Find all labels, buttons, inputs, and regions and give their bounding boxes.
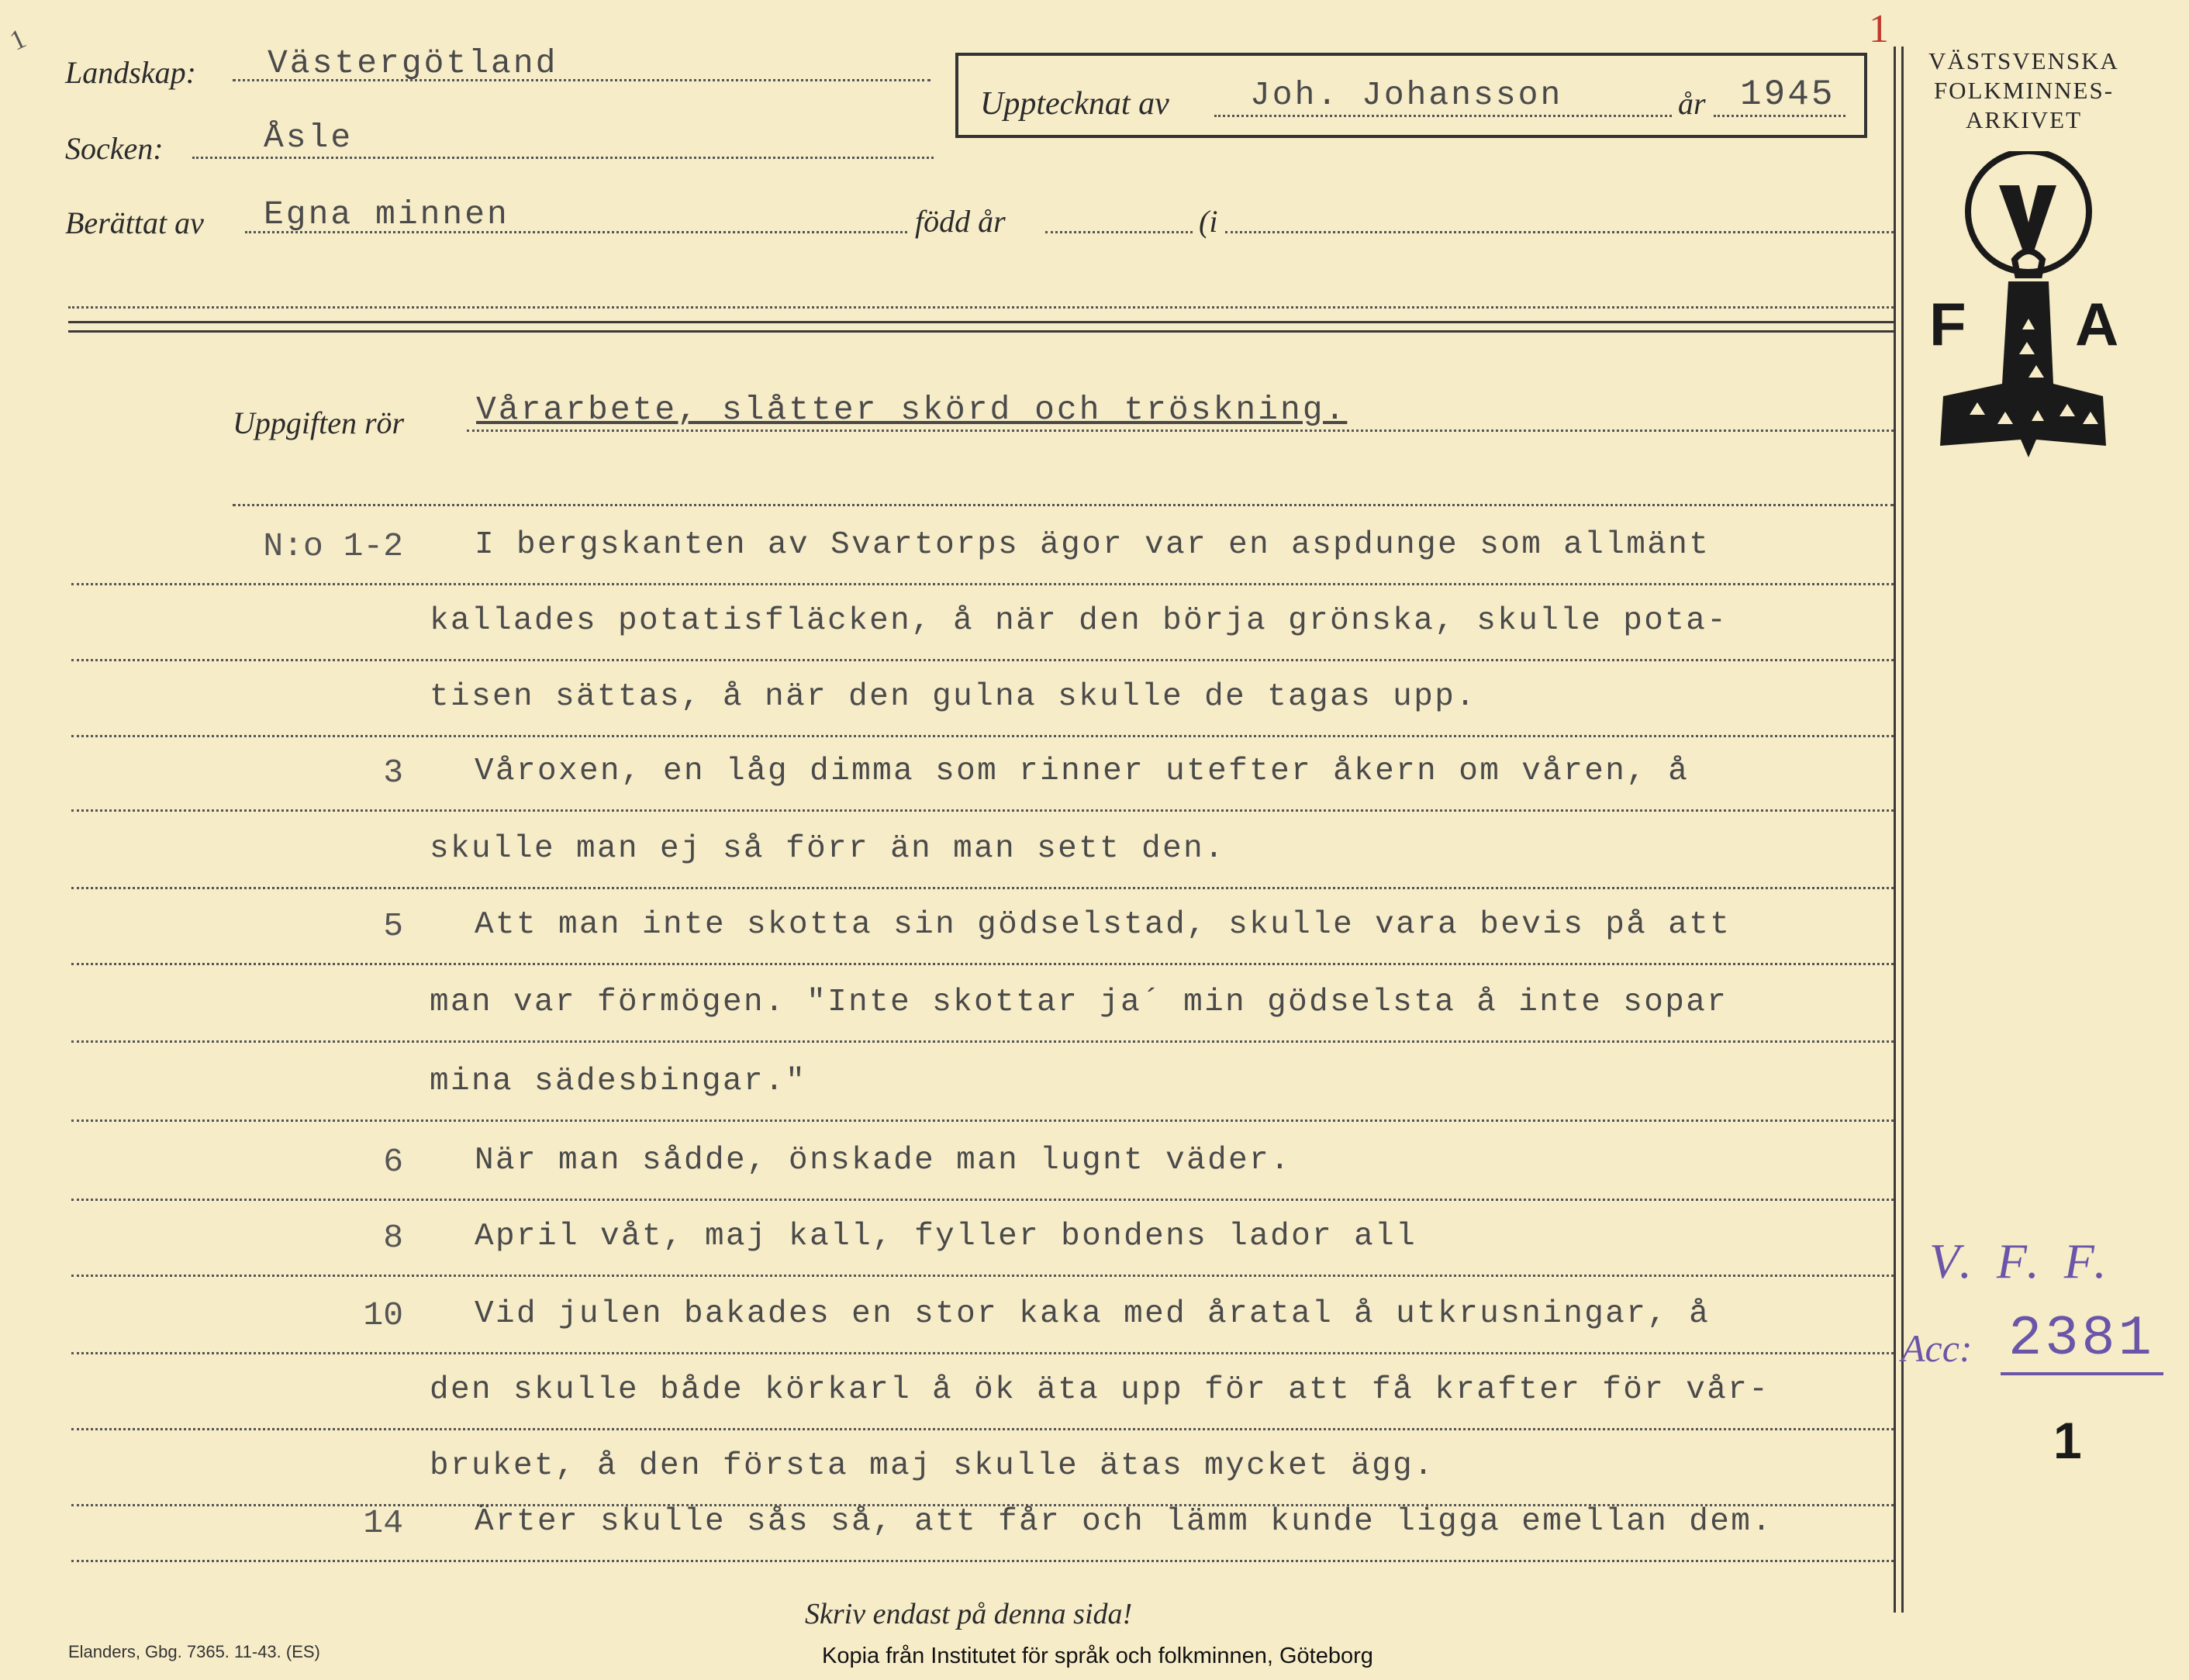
paren-line xyxy=(1225,231,1894,233)
ruled-line xyxy=(71,1040,1894,1043)
topic-line xyxy=(467,429,1894,432)
item-number: 3 xyxy=(383,754,403,792)
page-number: 1 xyxy=(2053,1412,2082,1469)
header-rule-bottom xyxy=(68,330,1894,333)
topic-value: Vårarbete, slåtter skörd och tröskning. xyxy=(476,391,1348,429)
fodd-line xyxy=(1045,231,1193,233)
item-number: 8 xyxy=(383,1219,403,1257)
ruled-line xyxy=(71,963,1894,965)
body-line: man var förmögen. "Inte skottar ja´ min gödselsta å inte sopar xyxy=(430,985,1728,1020)
archive-line-3: ARKIVET xyxy=(1965,106,2083,133)
printer-note: Elanders, Gbg. 7365. 11-43. (ES) xyxy=(68,1642,320,1661)
uppteck-label: Upptecknat av xyxy=(980,86,1169,122)
archive-name xyxy=(1915,47,2132,135)
acc-number: 2381 xyxy=(2008,1307,2155,1371)
fodd-label: född år xyxy=(915,204,1006,239)
acc-label: Acc: xyxy=(1901,1326,1973,1370)
copy-note: Kopia från Institutet för språk och folkminnen, Göteborg xyxy=(822,1644,1373,1668)
archive-logo xyxy=(1923,151,2125,457)
logo-v-shape xyxy=(1999,185,2056,254)
body-line: mina sädesbingar." xyxy=(430,1064,807,1099)
item-number: 5 xyxy=(383,907,403,945)
red-mark: 1 xyxy=(1869,7,1889,51)
body-line: Ärter skulle sås så, att får och lämm kunde ligga emellan dem. xyxy=(475,1504,1773,1540)
body-line: Vid julen bakades en stor kaka med åratal å utkrusningar, å xyxy=(475,1296,1711,1332)
ar-label: år xyxy=(1678,86,1706,121)
topic-line-2 xyxy=(233,504,1894,506)
vff-stamp: V. F. F. xyxy=(1929,1233,2113,1288)
body-line: tisen sättas, å när den gulna skulle de tagas upp. xyxy=(430,679,1477,715)
ruled-line xyxy=(71,887,1894,889)
body-line: bruket, å den första maj skulle ätas mycket ägg. xyxy=(430,1448,1435,1484)
landskap-value: Västergötland xyxy=(268,44,558,82)
ruled-line xyxy=(71,1560,1894,1562)
socken-line xyxy=(192,157,934,159)
blank-line xyxy=(68,306,1894,309)
landskap-label: Landskap: xyxy=(65,55,196,90)
item-number: 10 xyxy=(363,1296,403,1334)
socken-value: Åsle xyxy=(264,119,354,157)
logo-a: A xyxy=(2075,290,2119,358)
ruled-line xyxy=(71,1275,1894,1277)
ruled-line xyxy=(71,1119,1894,1122)
ruled-line xyxy=(71,735,1894,737)
corner-mark: 1 xyxy=(5,22,31,57)
ar-value: 1945 xyxy=(1740,74,1835,115)
topic-label: Uppgiften rör xyxy=(233,405,405,440)
archive-line-2: FOLKMINNES- xyxy=(1933,77,2115,104)
body-line: kallades potatisfläcken, å när den börja grönska, skulle pota- xyxy=(430,603,1728,639)
item-number: 14 xyxy=(363,1504,403,1542)
paren-label: (i xyxy=(1199,204,1218,239)
ruled-line xyxy=(71,1428,1894,1430)
item-number: 6 xyxy=(383,1143,403,1181)
vertical-divider-1 xyxy=(1894,47,1896,1613)
body-line: Våroxen, en låg dimma som rinner utefter åkern om våren, å xyxy=(475,754,1690,789)
socken-label: Socken: xyxy=(65,131,164,166)
ruled-line xyxy=(71,1352,1894,1354)
body-line: den skulle både körkarl å ök äta upp för att få krafter för vår- xyxy=(430,1372,1770,1408)
ruled-line xyxy=(71,583,1894,585)
berattat-value: Egna minnen xyxy=(264,195,509,233)
archive-line-1: VÄSTSVENSKA xyxy=(1928,47,2119,74)
body-line: I bergskanten av Svartorps ägor var en aspdunge som allmänt xyxy=(475,527,1711,563)
uppteck-value: Joh. Johansson xyxy=(1250,76,1563,114)
body-line: När man sådde, önskade man lugnt väder. xyxy=(475,1143,1292,1178)
body-line: Att man inte skotta sin gödselstad, skulle vara bevis på att xyxy=(475,907,1732,943)
body-line: April våt, maj kall, fyller bondens lador all xyxy=(475,1219,1417,1254)
ruled-line xyxy=(71,659,1894,661)
uppteck-line xyxy=(1214,115,1672,117)
ruled-line xyxy=(71,1199,1894,1201)
item-number: N:o 1-2 xyxy=(263,527,403,565)
footer-instruction: Skriv endast på denna sida! xyxy=(805,1598,1133,1630)
vertical-divider-2 xyxy=(1901,47,1904,1613)
body-line: skulle man ej så förr än man sett den. xyxy=(430,831,1226,867)
ruled-line xyxy=(71,809,1894,812)
ar-line xyxy=(1714,115,1845,117)
berattat-label: Berättat av xyxy=(65,205,204,240)
acc-underline xyxy=(2001,1372,2163,1375)
logo-f: F xyxy=(1929,290,1966,358)
header-rule-top xyxy=(68,321,1894,323)
